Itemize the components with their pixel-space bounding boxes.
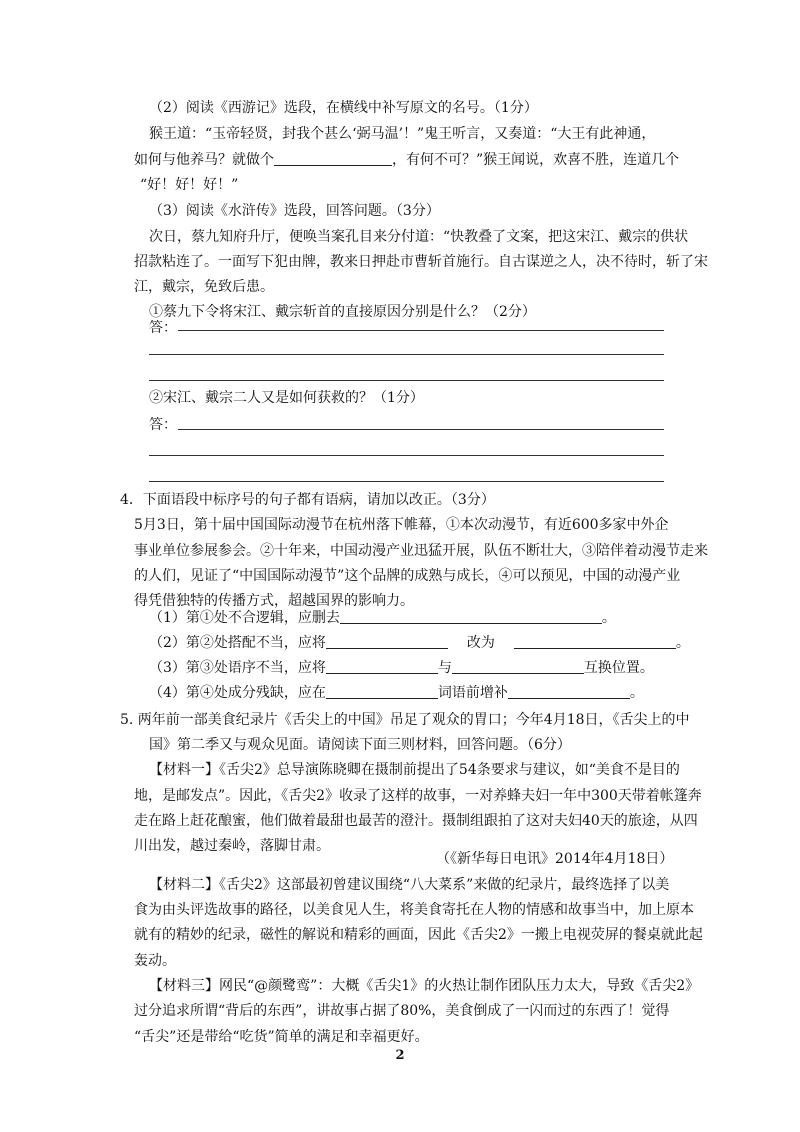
material1-line1: 【材料一】《舌尖2》总导演陈晓卿在摄制前提出了54条要求与建议，如“美食不是目的: [149, 762, 680, 778]
q2-prompt: （2）阅读《西游记》选段，在横线中补写原文的名号。（1分）: [149, 100, 538, 116]
blank-q4-4b[interactable]: [508, 683, 630, 699]
material2-line4: 轰动。: [134, 953, 176, 969]
q4-para-line2: 事业单位参展参会。②十年来，中国动漫产业迅猛开展，队伍不断壮大，③陪伴着动漫节走来: [134, 543, 708, 559]
blank-q4-2a[interactable]: [326, 633, 448, 649]
q4-item1: （1）第①处不合逻辑，应删去 。: [149, 610, 616, 626]
blank-q4-4a[interactable]: [326, 683, 438, 699]
q3-sub2: ②宋江、戴宗二人又是如何获救的？（1分）: [149, 390, 424, 406]
answer-line[interactable]: [149, 481, 664, 482]
q2-line1: 猴王道：“玉帝轻贤，封我个甚么‘弼马温’！”鬼王听言，又奏道：“大王有此神通，: [149, 126, 656, 142]
q3-sub1: ①蔡九下令将宋江、戴宗斩首的直接原因分别是什么？（2分）: [149, 304, 536, 320]
q4-item4: （4）第④处成分残缺，应在 词语前增补 。: [149, 685, 644, 701]
page-number: 2: [395, 1048, 405, 1063]
material2-line3: 就有的精妙的纪录，磁性的解说和精彩的画面，因此《舌尖2》一搬上电视荧屏的餐桌就此起: [134, 927, 703, 943]
answer-line[interactable]: [178, 330, 664, 331]
material1-line2: 地，是邮发点”。因此，《舌尖2》收录了这样的故事，一对养蜂夫妇一年中300天带着帐篷奔: [134, 788, 702, 804]
q4-item3: （3）第③处语序不当，应将 与 互换位置。: [149, 660, 654, 676]
q3-prompt: （3）阅读《水浒传》选段，回答问题。（3分）: [149, 203, 440, 219]
blank-q4-3b[interactable]: [452, 658, 584, 674]
material1-line3: 走在路上赶花酿蜜，他们做着最甜也最苦的澄汁。摄制组跟拍了这对夫妇40天的旅途，从四: [134, 813, 698, 829]
answer-line[interactable]: [149, 354, 664, 355]
q2-line3: “好！好！好！”: [140, 177, 239, 193]
answer-label-1: 答：: [149, 320, 177, 336]
answer-label-2: 答：: [149, 417, 177, 433]
q2-line2: 如何与他养马？就做个 ，有何不可？”猴王闻说，欢喜不胜，连道几个: [134, 152, 680, 168]
answer-line[interactable]: [149, 455, 664, 456]
blank-q4-1[interactable]: [340, 608, 602, 624]
material3-line2: 过分追求所谓“背后的东西”，讲故事占据了80%，美食倒成了一闪而过的东西了！觉得: [134, 1003, 670, 1019]
q4-prompt: 4．下面语段中标序号的句子都有语病，请加以改正。（3分）: [120, 492, 495, 508]
q4-para-line3: 的人们，见证了“中国国际动漫节”这个品牌的成熟与成长，④可以预见，中国的动漫产业: [134, 568, 681, 584]
answer-line[interactable]: [149, 380, 664, 381]
blank-monkey-title[interactable]: [274, 150, 392, 166]
material1-line4: 川出发，越过秦岭，落脚甘肃。: [134, 838, 330, 854]
blank-q4-2b[interactable]: [514, 633, 676, 649]
q4-para-line4: 得凭借独特的传播方式，超越国界的影响力。: [134, 593, 414, 609]
q3-para-line2: 招款粘连了。一面写下犯由牌，教来日押赴市曹斩首施行。自古谋逆之人，决不待时，斩了宋: [134, 254, 708, 270]
q3-para-line3: 江，戴宗，免致后患。: [134, 279, 274, 295]
q3-para-line1: 次日，蔡九知府升厅，便唤当案孔目来分付道：“快教叠了文案，把这宋江、戴宗的供状: [149, 229, 689, 245]
q5-prompt-line1: 5. 两年前一部美食纪录片《舌尖上的中国》吊足了观众的胃口；今年4月18日，《舌尖上的中: [120, 712, 690, 728]
material3-line1: 【材料三】网民“@颜鹭鸾”：大概《舌尖1》的火热让制作团队压力太大，导致《舌尖2》: [149, 978, 700, 994]
blank-q4-3a[interactable]: [326, 658, 438, 674]
material2-line1: 【材料二】《舌尖2》这部最初曾建议围绕“八大菜系”来做的纪录片，最终选择了以美: [149, 877, 670, 893]
q4-para-line1: 5月3日，第十届中国国际动漫节在杭州落下帷幕，①本次动漫节，有近600多家中外企: [134, 517, 669, 533]
material2-line2: 食为由头评选故事的路径，以美食见人生，将美食寄托在人物的情感和故事当中，加上原本: [134, 902, 694, 918]
material3-line3: “舌尖”还是带给“吃货”简单的满足和幸福更好。: [134, 1029, 429, 1045]
q4-item2: （2）第②处搭配不当，应将 改为 。: [149, 635, 690, 651]
answer-line[interactable]: [178, 429, 664, 430]
material1-source: （《新华每日电讯》2014年4月18日）: [436, 851, 674, 867]
q5-prompt-line2: 国》第二季又与观众见面。请阅读下面三则材料，回答问题。（6分）: [149, 737, 571, 753]
